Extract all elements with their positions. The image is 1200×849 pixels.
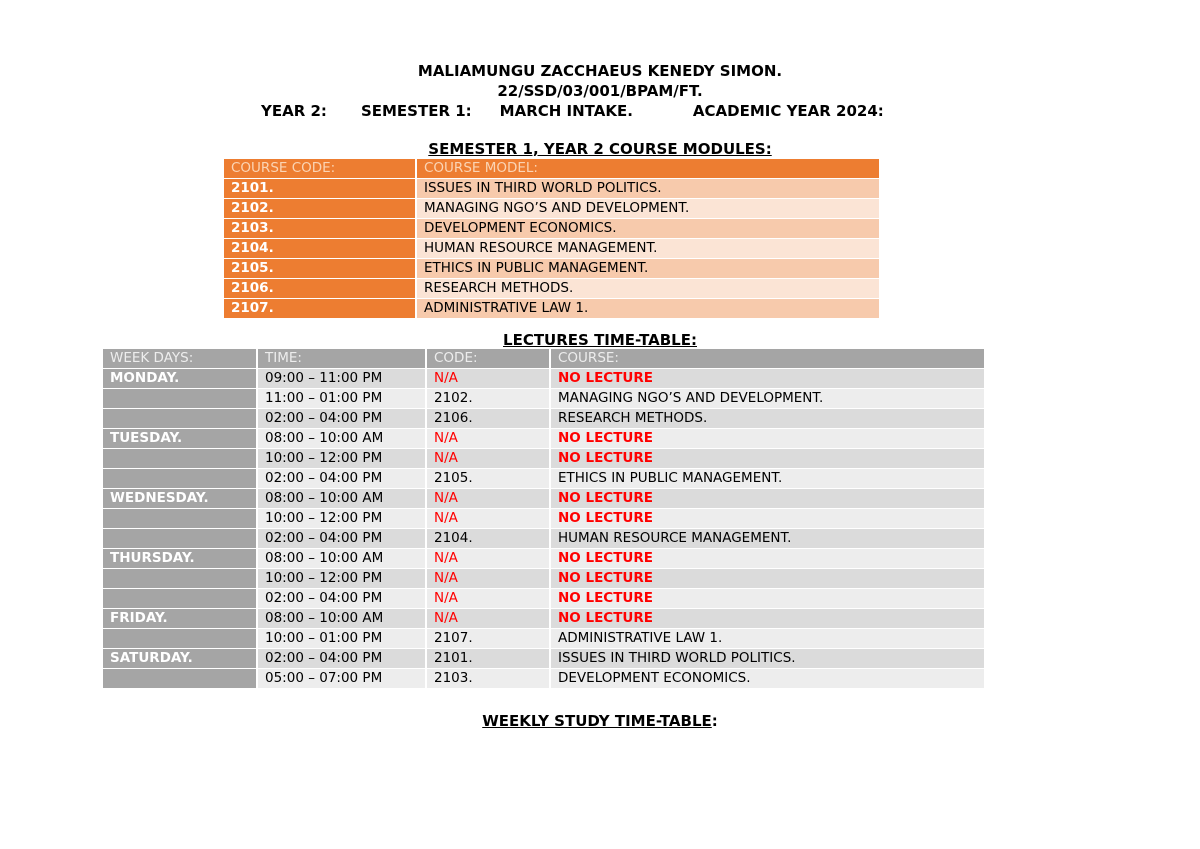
module-row [224, 239, 880, 259]
registration-number: 22/SSD/03/001/BPAM/FT. [497, 82, 703, 100]
time-cell: 10:00 – 01:00 PM [257, 629, 426, 649]
lectures-title: LECTURES TIME-TABLE: [503, 331, 697, 349]
module-name: ETHICS IN PUBLIC MANAGEMENT. [416, 259, 880, 279]
lecture-row [103, 589, 985, 609]
modules-title: SEMESTER 1, YEAR 2 COURSE MODULES: [428, 140, 772, 158]
course-cell: NO LECTURE [550, 609, 985, 629]
lecture-row [103, 609, 985, 629]
lecture-row [103, 669, 985, 689]
day-cell [103, 389, 257, 409]
time-cell: 08:00 – 10:00 AM [257, 429, 426, 449]
day-cell: WEDNESDAY. [103, 489, 257, 509]
module-row [224, 299, 880, 319]
time-cell: 10:00 – 12:00 PM [257, 509, 426, 529]
day-cell: MONDAY. [103, 369, 257, 389]
time-cell: 02:00 – 04:00 PM [257, 469, 426, 489]
course-cell: ADMINISTRATIVE LAW 1. [550, 629, 985, 649]
module-name: ADMINISTRATIVE LAW 1. [416, 299, 880, 319]
code-cell: 2107. [426, 629, 550, 649]
col-course-model: COURSE MODEL: [416, 159, 880, 179]
day-cell [103, 449, 257, 469]
code-cell: 2105. [426, 469, 550, 489]
col-code: CODE: [426, 349, 550, 369]
col-course: COURSE: [550, 349, 985, 369]
code-cell: 2101. [426, 649, 550, 669]
lecture-row [103, 629, 985, 649]
course-cell: NO LECTURE [550, 369, 985, 389]
day-cell [103, 589, 257, 609]
code-cell: 2106. [426, 409, 550, 429]
code-cell: 2103. [426, 669, 550, 689]
course-cell: ISSUES IN THIRD WORLD POLITICS. [550, 649, 985, 669]
lecture-row [103, 409, 985, 429]
course-cell: NO LECTURE [550, 509, 985, 529]
course-cell: NO LECTURE [550, 589, 985, 609]
lecture-row [103, 549, 985, 569]
module-code: 2103. [224, 219, 416, 239]
day-cell [103, 529, 257, 549]
academic-year-label: ACADEMIC YEAR 2024: [692, 102, 884, 120]
lecture-row [103, 529, 985, 549]
day-cell [103, 569, 257, 589]
time-cell: 02:00 – 04:00 PM [257, 649, 426, 669]
lecture-row [103, 489, 985, 509]
module-row [224, 179, 880, 199]
time-cell: 02:00 – 04:00 PM [257, 529, 426, 549]
code-cell: N/A [426, 549, 550, 569]
module-code: 2102. [224, 199, 416, 219]
time-cell: 02:00 – 04:00 PM [257, 589, 426, 609]
lecture-row [103, 649, 985, 669]
module-code: 2104. [224, 239, 416, 259]
module-name: ISSUES IN THIRD WORLD POLITICS. [416, 179, 880, 199]
code-cell: 2104. [426, 529, 550, 549]
module-name: DEVELOPMENT ECONOMICS. [416, 219, 880, 239]
lecture-row [103, 389, 985, 409]
time-cell: 05:00 – 07:00 PM [257, 669, 426, 689]
lectures-header-row [103, 349, 985, 369]
module-row [224, 219, 880, 239]
course-cell: HUMAN RESOURCE MANAGEMENT. [550, 529, 985, 549]
time-cell: 10:00 – 12:00 PM [257, 449, 426, 469]
code-cell: N/A [426, 569, 550, 589]
student-name: MALIAMUNGU ZACCHAEUS KENEDY SIMON. [417, 62, 783, 80]
code-cell: N/A [426, 609, 550, 629]
study-timetable-title: WEEKLY STUDY TIME-TABLE: [482, 712, 718, 730]
module-row [224, 199, 880, 219]
col-week-days: WEEK DAYS: [103, 349, 257, 369]
course-cell: DEVELOPMENT ECONOMICS. [550, 669, 985, 689]
year-label: YEAR 2: [261, 102, 327, 120]
course-cell: NO LECTURE [550, 569, 985, 589]
modules-header-row [224, 159, 880, 179]
code-cell: N/A [426, 369, 550, 389]
time-cell: 10:00 – 12:00 PM [257, 569, 426, 589]
module-row [224, 279, 880, 299]
day-cell [103, 509, 257, 529]
code-cell: N/A [426, 589, 550, 609]
day-cell [103, 409, 257, 429]
lecture-row [103, 429, 985, 449]
time-cell: 08:00 – 10:00 AM [257, 549, 426, 569]
col-time: TIME: [257, 349, 426, 369]
course-cell: NO LECTURE [550, 489, 985, 509]
code-cell: N/A [426, 509, 550, 529]
course-cell: NO LECTURE [550, 429, 985, 449]
course-cell: ETHICS IN PUBLIC MANAGEMENT. [550, 469, 985, 489]
code-cell: N/A [426, 429, 550, 449]
time-cell: 08:00 – 10:00 AM [257, 609, 426, 629]
time-cell: 11:00 – 01:00 PM [257, 389, 426, 409]
course-cell: RESEARCH METHODS. [550, 409, 985, 429]
day-cell [103, 629, 257, 649]
intake-label: MARCH INTAKE. [499, 102, 633, 120]
module-code: 2107. [224, 299, 416, 319]
lecture-row [103, 369, 985, 389]
code-cell: N/A [426, 449, 550, 469]
course-cell: NO LECTURE [550, 549, 985, 569]
day-cell [103, 669, 257, 689]
lectures-table [103, 349, 986, 689]
module-name: RESEARCH METHODS. [416, 279, 880, 299]
lecture-row [103, 469, 985, 489]
lecture-row [103, 569, 985, 589]
semester-label: SEMESTER 1: [360, 102, 472, 120]
course-cell: NO LECTURE [550, 449, 985, 469]
day-cell: FRIDAY. [103, 609, 257, 629]
code-cell: 2102. [426, 389, 550, 409]
code-cell: N/A [426, 489, 550, 509]
lecture-row [103, 509, 985, 529]
lecture-row [103, 449, 985, 469]
day-cell: THURSDAY. [103, 549, 257, 569]
col-course-code: COURSE CODE: [224, 159, 416, 179]
module-name: MANAGING NGO’S AND DEVELOPMENT. [416, 199, 880, 219]
time-cell: 08:00 – 10:00 AM [257, 489, 426, 509]
time-cell: 09:00 – 11:00 PM [257, 369, 426, 389]
day-cell: TUESDAY. [103, 429, 257, 449]
module-code: 2106. [224, 279, 416, 299]
module-code: 2101. [224, 179, 416, 199]
module-code: 2105. [224, 259, 416, 279]
time-cell: 02:00 – 04:00 PM [257, 409, 426, 429]
course-cell: MANAGING NGO’S AND DEVELOPMENT. [550, 389, 985, 409]
day-cell: SATURDAY. [103, 649, 257, 669]
module-name: HUMAN RESOURCE MANAGEMENT. [416, 239, 880, 259]
day-cell [103, 469, 257, 489]
module-row [224, 259, 880, 279]
academic-info-line [261, 102, 884, 120]
modules-table [224, 159, 881, 319]
